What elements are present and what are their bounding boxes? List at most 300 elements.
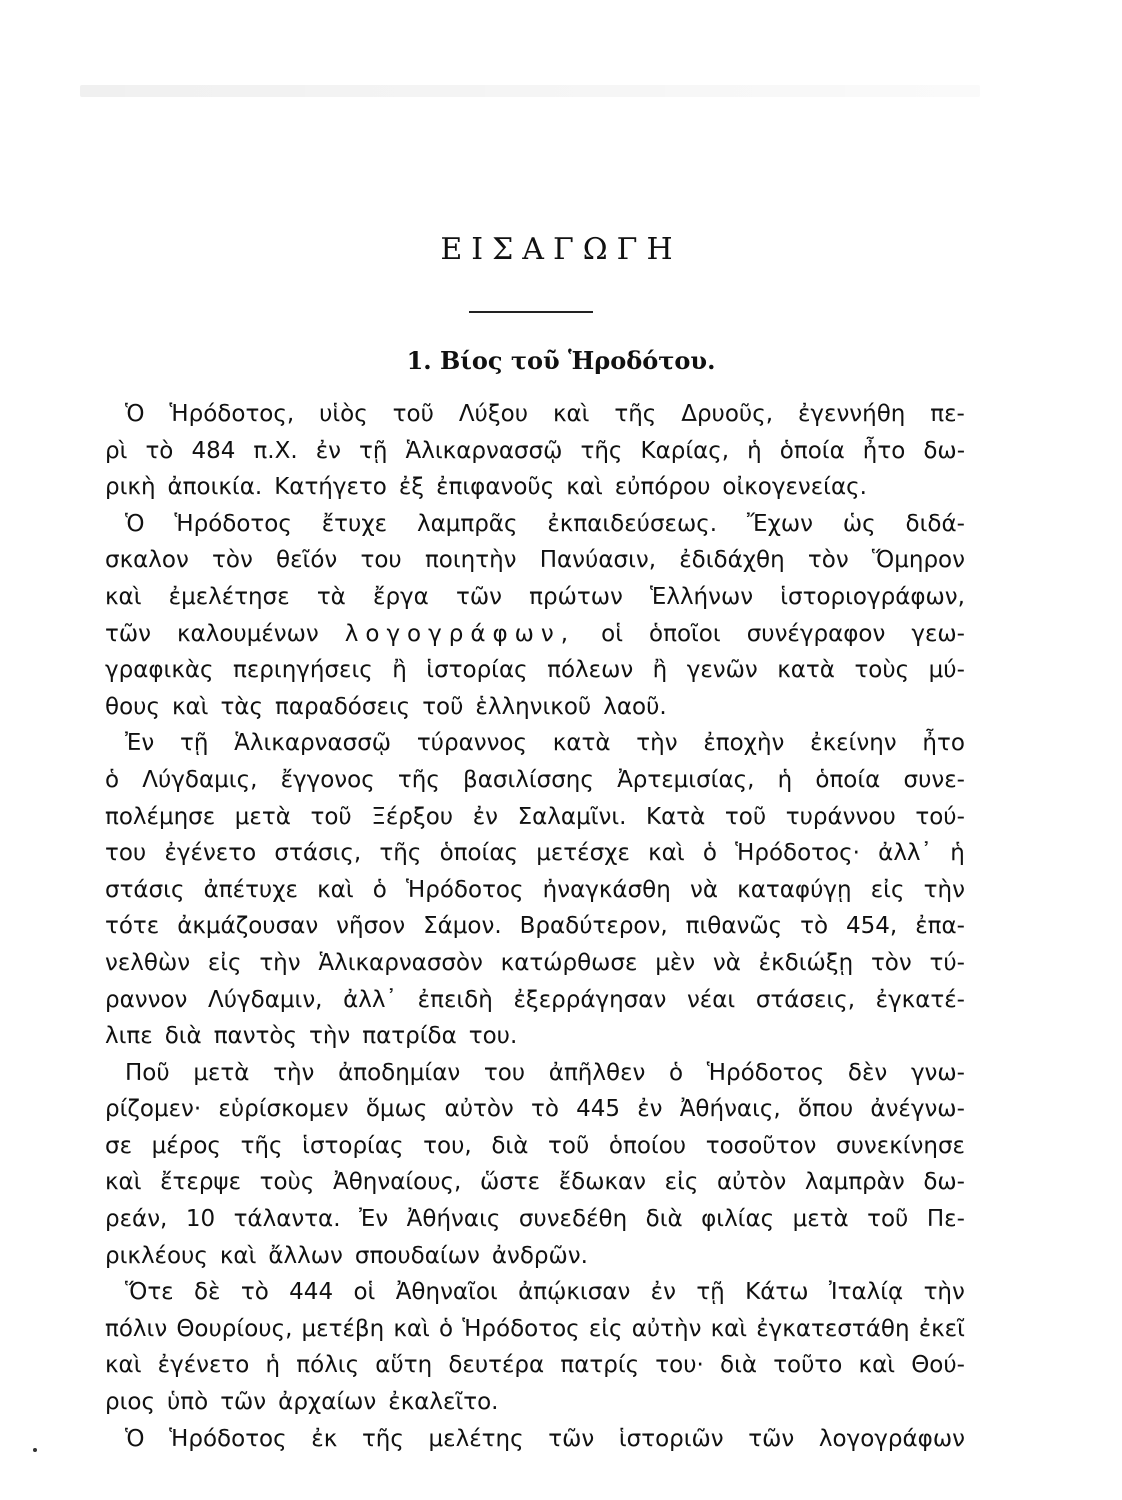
word: καταφύγῃ xyxy=(737,876,852,903)
word: Ἀθήναις xyxy=(406,1206,501,1233)
word: Ἀθηναίους, xyxy=(332,1169,462,1196)
word: διὰ xyxy=(720,1352,758,1379)
word: ἠναγκάσθη xyxy=(542,876,671,903)
word: 10 xyxy=(185,1206,216,1233)
word: διὰ xyxy=(491,1132,529,1159)
word: τὸν xyxy=(870,949,912,976)
word: Πανύασιν, xyxy=(539,547,657,574)
word: τού- xyxy=(915,803,965,830)
word: ἐξ xyxy=(398,474,425,501)
body-text xyxy=(105,396,965,1457)
word: καὶ xyxy=(219,1242,257,1269)
text-line xyxy=(105,982,965,1019)
word: τὴν xyxy=(308,1023,351,1050)
word: ἐν xyxy=(315,437,341,464)
word: μέρος xyxy=(151,1132,221,1159)
word: τῆς xyxy=(580,437,623,464)
word: πατρίς xyxy=(560,1352,640,1379)
word: τοῦ xyxy=(422,693,464,720)
word: θους xyxy=(105,693,160,720)
word: διδά- xyxy=(905,510,965,537)
word: Ἑλλήνων xyxy=(649,583,754,610)
word: ἐδιδάχθη xyxy=(679,547,785,574)
word: τότε xyxy=(105,913,160,940)
word: ὁποίας xyxy=(439,840,518,867)
word: ἔδωκαν xyxy=(558,1169,647,1196)
word: Ἀθηναῖοι xyxy=(395,1279,498,1306)
word: τὸ xyxy=(240,1279,269,1306)
text-line xyxy=(105,1091,965,1128)
word: νελθὼν xyxy=(105,949,191,976)
text-line xyxy=(105,1274,965,1311)
text-line xyxy=(105,652,965,689)
word: ὁποίου xyxy=(608,1132,687,1159)
word: Ἡρόδοτος xyxy=(462,1315,580,1342)
word: τοῦ xyxy=(392,401,434,427)
bleed-through-shadow xyxy=(80,85,980,97)
word: τῆς xyxy=(397,766,440,793)
word: ἐκδιώξῃ xyxy=(758,949,854,976)
word: ἡ xyxy=(265,1352,281,1379)
word: Ἁλικαρνασσῷ xyxy=(405,437,563,464)
text-line xyxy=(105,1055,965,1092)
word: νέαι xyxy=(686,986,736,1013)
word: καὶ xyxy=(105,1169,142,1196)
word: Ἰταλίᾳ xyxy=(828,1279,904,1306)
text-line xyxy=(105,616,965,653)
word: ἢ xyxy=(392,657,407,684)
section-heading: 1. Βίος τοῦ Ἡροδότου. xyxy=(406,346,716,375)
word: παραδόσεις xyxy=(274,693,411,720)
word: τὰς xyxy=(220,693,263,720)
word: ὁ xyxy=(438,1315,454,1342)
word: τύραννος xyxy=(416,730,527,757)
word: Ἡρόδοτος xyxy=(406,876,524,903)
word: ρικὴ xyxy=(105,474,156,501)
word: ὥστε xyxy=(479,1169,541,1196)
word: ὅμως xyxy=(365,1096,428,1123)
word: 454, xyxy=(846,913,898,940)
word: ἐγεννήθη xyxy=(797,401,906,427)
word: καὶ xyxy=(566,474,603,501)
word: αὐτὸν xyxy=(716,1169,787,1196)
word: τοῦ xyxy=(867,1206,909,1233)
word: παντὸς xyxy=(213,1023,297,1050)
word: ἐν xyxy=(472,803,498,830)
word: ὁποία xyxy=(779,437,845,464)
word: ἐκείνην xyxy=(810,730,897,757)
word: τὰ xyxy=(316,583,346,610)
word: Καρίας, xyxy=(640,437,730,464)
word: ἱστοριογράφων, xyxy=(780,583,965,610)
word: ἐπειδὴ xyxy=(417,986,493,1013)
word: Ἡρόδοτος xyxy=(169,1425,287,1452)
word: ἀπῴκισαν xyxy=(518,1279,631,1306)
word: καὶ xyxy=(858,1352,896,1379)
word: καλουμένων xyxy=(177,620,319,647)
word: Ἀθήναις, xyxy=(679,1096,781,1123)
word: φιλίας xyxy=(701,1206,775,1233)
word: λογογράφων, xyxy=(344,620,576,647)
word: Ἁλικαρνασσὸν xyxy=(318,949,483,976)
text-line xyxy=(105,542,965,579)
word: ὁ xyxy=(702,840,717,867)
word: 484 xyxy=(191,437,236,464)
word: εἰς xyxy=(664,1169,699,1196)
word: κατὰ xyxy=(552,730,611,757)
text-line xyxy=(105,725,965,762)
margin-mark xyxy=(33,1448,37,1452)
word: καὶ xyxy=(648,840,685,867)
word: καὶ xyxy=(105,583,142,610)
word: τύ- xyxy=(929,949,965,976)
text-line xyxy=(105,908,965,945)
word: σε xyxy=(105,1132,133,1159)
word: τὴν xyxy=(636,730,678,757)
word: μελέτης xyxy=(428,1425,524,1452)
word: Σάμον. xyxy=(423,913,502,940)
word: μετέσχε xyxy=(536,840,630,867)
word: εὑρίσκομεν xyxy=(218,1096,349,1123)
word: Θού- xyxy=(911,1352,965,1379)
word: λαμπρὰν xyxy=(804,1169,905,1196)
word: τὴν xyxy=(273,1059,315,1086)
word: τὸ xyxy=(145,437,174,464)
word: Ὁ xyxy=(125,510,145,537)
word: Ἐν xyxy=(125,730,155,757)
word: ἀνδρῶν. xyxy=(491,1242,588,1269)
word: τῶν xyxy=(548,1425,595,1452)
word: Κατήγετο xyxy=(274,474,387,501)
word: Ἁλικαρνασσῷ xyxy=(234,730,392,757)
word: αὐτὸν xyxy=(444,1096,514,1123)
word: κατὰ xyxy=(777,657,835,684)
word: λαμπρᾶς xyxy=(416,510,518,537)
word: ἑλληνικοῦ xyxy=(475,693,592,720)
word: Πε- xyxy=(926,1206,965,1233)
text-line xyxy=(105,433,965,470)
word: συνεδέθη xyxy=(518,1206,628,1233)
word: ἡ xyxy=(747,437,762,464)
word: εἰς xyxy=(588,1315,623,1342)
word: τῇ xyxy=(359,437,388,464)
text-line xyxy=(105,799,965,836)
text-line xyxy=(105,1311,965,1348)
word: πιθανῶς xyxy=(685,913,783,940)
word: πρώτων xyxy=(529,583,623,610)
word: ἐκαλεῖτο. xyxy=(388,1389,499,1416)
word: ἐν xyxy=(637,1096,663,1123)
word: Κάτω xyxy=(745,1279,809,1306)
word: καὶ xyxy=(105,1352,142,1379)
word: τῶν xyxy=(220,1389,267,1416)
text-line xyxy=(105,945,965,982)
word: τὴν xyxy=(259,949,301,976)
word: τῇ xyxy=(179,730,209,757)
word: ἀκμάζουσαν xyxy=(177,913,319,940)
word: Ὁ xyxy=(125,1425,145,1452)
text-line xyxy=(105,1018,965,1055)
word: ρεάν, xyxy=(105,1206,168,1233)
word: γνω- xyxy=(910,1059,965,1086)
word: μετὰ xyxy=(792,1206,849,1233)
word: ἐκπαιδεύσεως. xyxy=(547,510,718,537)
word: ἔτυχε xyxy=(321,510,388,537)
word: ὁποῖοι xyxy=(649,620,721,647)
word: ριος xyxy=(105,1389,155,1416)
word: ἀπέτυχε xyxy=(203,876,298,903)
word: διὰ xyxy=(645,1206,683,1233)
text-line xyxy=(105,1128,965,1165)
word: τῶν xyxy=(105,620,151,647)
word: Ὁ xyxy=(125,401,145,427)
word: συνέγραφον xyxy=(746,620,886,647)
word: τῶν xyxy=(456,583,502,610)
word: τοῦ xyxy=(310,803,352,830)
word: μετέβη xyxy=(301,1315,385,1342)
text-line xyxy=(105,579,965,616)
word: του xyxy=(483,1059,526,1086)
word: πόλιν xyxy=(105,1315,168,1342)
word: πόλεων xyxy=(547,657,634,684)
word: ρίζομεν· xyxy=(105,1096,202,1123)
word: Βραδύτερον, xyxy=(519,913,668,940)
word: ἐγκατέ- xyxy=(875,986,965,1013)
word: νὰ xyxy=(712,949,741,976)
word: Ἡρόδοτος xyxy=(174,510,292,537)
word: πόλις xyxy=(296,1352,360,1379)
word: ὁ xyxy=(372,876,387,903)
word: πε- xyxy=(930,401,965,427)
word: ἐγένετο xyxy=(164,840,257,867)
text-line xyxy=(105,762,965,799)
word: ἀποικία. xyxy=(167,474,263,501)
word: ἐποχὴν xyxy=(703,730,785,757)
word: Θουρίους, xyxy=(176,1315,293,1342)
word: ἐξερράγησαν xyxy=(513,986,667,1013)
word: εἰς xyxy=(870,876,905,903)
word: Ὅμηρον xyxy=(871,547,965,574)
word: μύ- xyxy=(928,657,965,684)
word: ἀπῆλθεν xyxy=(548,1059,646,1086)
text-line xyxy=(105,1421,965,1458)
word: 444 xyxy=(289,1279,334,1306)
word: τῆς xyxy=(614,401,657,427)
word: τῇ xyxy=(696,1279,725,1306)
word: ἱστοριῶν xyxy=(618,1425,724,1452)
word: Σαλαμῖνι. xyxy=(517,803,627,830)
word: νὰ xyxy=(689,876,718,903)
word: ὁποία xyxy=(815,766,881,793)
word: μετὰ xyxy=(234,803,291,830)
word: Ἡρόδοτος· xyxy=(735,840,860,867)
word: πολέμησε xyxy=(105,803,216,830)
word: ἔτερψε xyxy=(160,1169,242,1196)
word: ἀνέγνω- xyxy=(870,1096,965,1123)
word: μὲν xyxy=(655,949,696,976)
word: πατρίδα xyxy=(362,1023,457,1050)
word: τὸν xyxy=(807,547,849,574)
word: ἐγκατεστάθη xyxy=(756,1315,910,1342)
text-line xyxy=(105,1201,965,1238)
word: καὶ xyxy=(393,1315,430,1342)
word: Κατὰ xyxy=(646,803,706,830)
word: τοὺς xyxy=(259,1169,315,1196)
text-line xyxy=(105,1164,965,1201)
text-line xyxy=(105,835,965,872)
word: τὴν xyxy=(923,876,965,903)
text-line xyxy=(105,689,965,726)
word: ὑπὸ xyxy=(166,1389,209,1416)
word: τῶν xyxy=(748,1425,795,1452)
word: ἦτο xyxy=(922,730,965,757)
word: Ἡρόδοτος, xyxy=(169,401,295,427)
word: Ξέρξου xyxy=(371,803,454,830)
word: τοῦ xyxy=(724,803,767,830)
word: αὐτὴν xyxy=(631,1315,702,1342)
word: ἀλλ᾽ xyxy=(343,986,398,1013)
word: του. xyxy=(468,1023,518,1050)
word: ἀποδημίαν xyxy=(338,1059,461,1086)
word: οἱ xyxy=(353,1279,376,1306)
word: λαοῦ. xyxy=(603,693,667,720)
word: στάσις, xyxy=(274,840,362,867)
word: θεῖόν xyxy=(276,547,338,574)
word: του xyxy=(360,547,402,574)
word: διὰ xyxy=(164,1023,202,1050)
word: ἐγένετο xyxy=(157,1352,250,1379)
word: στάσεις, xyxy=(755,986,855,1013)
word: Ποῦ xyxy=(125,1059,170,1086)
word: νῆσον xyxy=(336,913,406,940)
word: αὕτη xyxy=(375,1352,433,1379)
word: δὲ xyxy=(193,1279,221,1306)
word: τοῦ xyxy=(548,1132,590,1159)
word: σκαλον xyxy=(105,547,189,574)
word: λιπε xyxy=(105,1023,153,1050)
word: γραφικὰς xyxy=(105,657,214,684)
word: υἱὸς xyxy=(319,401,368,427)
word: τῆς xyxy=(361,1425,404,1452)
word: ραννον xyxy=(105,986,188,1013)
word: δευτέρα xyxy=(448,1352,545,1379)
word: δω- xyxy=(923,437,965,464)
word: τῆς xyxy=(240,1132,283,1159)
word: ἀρχαίων xyxy=(278,1389,377,1416)
word: βασιλίσσης xyxy=(463,766,594,793)
word: κατώρθωσε xyxy=(500,949,638,976)
word: ρὶ xyxy=(105,437,128,464)
word: τὸν xyxy=(212,547,253,574)
word: περιηγήσεις xyxy=(233,657,373,684)
word: τάλαντα. xyxy=(233,1206,341,1233)
word: ἀλλ᾽ xyxy=(878,840,933,867)
word: μετὰ xyxy=(193,1059,250,1086)
word: του· xyxy=(655,1352,704,1379)
word: ὁ xyxy=(105,766,120,793)
word: Λύγδαμις, xyxy=(142,766,258,793)
word: ὅπου xyxy=(797,1096,854,1123)
word: ποιητὴν xyxy=(424,547,517,574)
word: τὸ xyxy=(530,1096,559,1123)
word: καὶ xyxy=(552,401,590,427)
word: τυράννου xyxy=(785,803,896,830)
word: ἔγγονος xyxy=(280,766,375,793)
word: Λύξου xyxy=(458,401,529,427)
word: καὶ xyxy=(171,693,209,720)
word: 445 xyxy=(576,1096,621,1123)
word: λογογράφων xyxy=(818,1425,965,1452)
page-title: ΕΙΣΑΓΩΓΗ xyxy=(440,232,682,267)
word: π.Χ. xyxy=(253,437,298,464)
word: δὲν xyxy=(847,1059,888,1086)
word: ἡ xyxy=(950,840,965,867)
word: του, xyxy=(423,1132,472,1159)
word: ἐπιφανοῦς xyxy=(436,474,555,501)
word: γενῶν xyxy=(686,657,758,684)
text-line xyxy=(105,1347,965,1384)
title-divider xyxy=(469,311,593,313)
text-line xyxy=(105,1384,965,1421)
word: τὸ xyxy=(800,913,829,940)
word: δω- xyxy=(923,1169,965,1196)
word: τοὺς xyxy=(854,657,910,684)
word: γεω- xyxy=(911,620,965,647)
word: οἰκογενείας. xyxy=(722,474,867,501)
word: καὶ xyxy=(710,1315,748,1342)
word: ὁ xyxy=(669,1059,684,1086)
word: τῆς xyxy=(379,840,422,867)
word: οἱ xyxy=(601,620,623,647)
word: Ἀρτεμισίας, xyxy=(617,766,755,793)
word: ἢ xyxy=(652,657,668,684)
word: ἱστορίας xyxy=(426,657,528,684)
word: σπουδαίων xyxy=(354,1242,480,1269)
word: Ἐν xyxy=(359,1206,389,1233)
word: ὡς xyxy=(842,510,876,537)
word: ἄλλων xyxy=(268,1242,343,1269)
word: ἐν xyxy=(650,1279,676,1306)
word: ἐκ xyxy=(311,1425,338,1452)
word: τὴν xyxy=(923,1279,965,1306)
word: στάσις xyxy=(105,876,185,903)
word: του xyxy=(105,840,147,867)
word: Ὅτε xyxy=(125,1279,174,1306)
word: συνεκίνησε xyxy=(836,1132,965,1159)
word: Ἡρόδοτος xyxy=(706,1059,825,1086)
word: ἦτο xyxy=(862,437,906,464)
word: εὐπόρου xyxy=(614,474,711,501)
text-line xyxy=(105,872,965,909)
word: ἔργα xyxy=(373,583,429,610)
word: Λύγδαμιν, xyxy=(208,986,323,1013)
word: Δρυοῦς, xyxy=(681,401,774,427)
word: ἐκεῖ xyxy=(918,1315,965,1342)
word: ἱστορίας xyxy=(302,1132,404,1159)
text-line xyxy=(105,1238,965,1275)
word: καὶ xyxy=(317,876,354,903)
text-line xyxy=(105,396,965,433)
word: τοσοῦτον xyxy=(705,1132,817,1159)
word: ἐπα- xyxy=(915,913,965,940)
word: ἐμελέτησε xyxy=(168,583,290,610)
word: συνε- xyxy=(903,766,965,793)
text-line xyxy=(105,506,965,543)
word: εἰς xyxy=(207,949,242,976)
word: ἡ xyxy=(777,766,793,793)
text-line xyxy=(105,469,965,506)
word: τοῦτο xyxy=(773,1352,843,1379)
